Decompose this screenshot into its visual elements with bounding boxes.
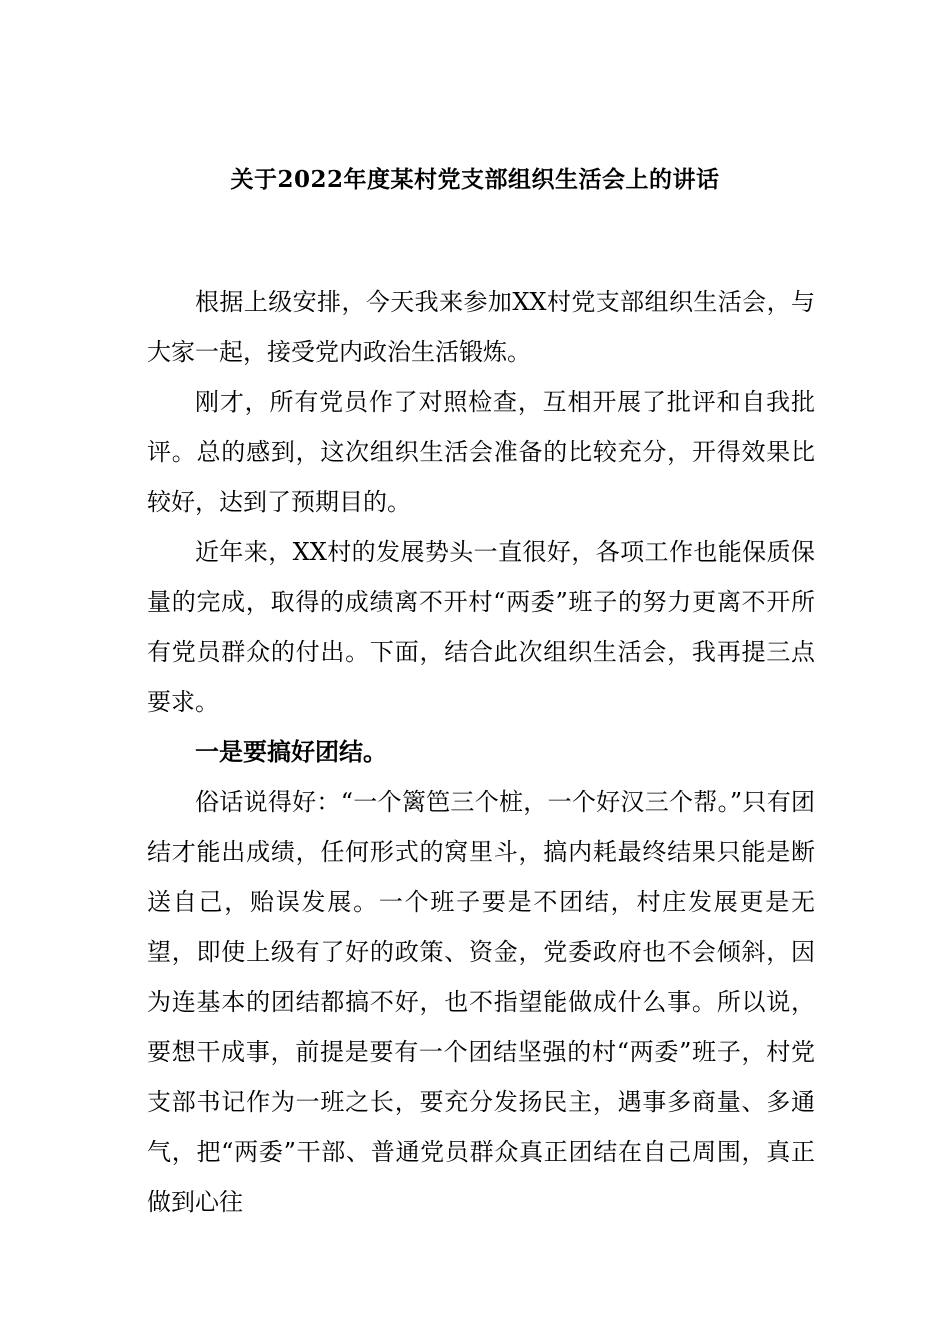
paragraph-intro: 根据上级安排，今天我来参加XX村党支部组织生活会，与大家一起，接受党内政治生活锻炼。 [147, 288, 815, 366]
paragraph-review: 刚才，所有党员作了对照检查，互相开展了批评和自我批评。总的感到，这次组织生活会准备的比较充分，开得效果比较好，达到了预期目的。 [147, 388, 815, 516]
section-heading-unity: 一是要搞好团结。 [195, 737, 387, 766]
document-body [147, 277, 815, 1227]
paragraph-development: 近年来，XX村的发展势头一直很好，各项工作也能保质保量的完成，取得的成绩离不开村“两委”班子的努力更离不开所有党员群众的付出。下面，结合此次组织生活会，我再提三点要求。 [147, 538, 815, 716]
paragraph-unity: 俗话说得好：“一个篱笆三个桩，一个好汉三个帮。”只有团结才能出成绩，任何形式的窝里斗，搞内耗最终结果只能是断送自己，贻误发展。一个班子要是不团结，村庄发展更是无望，即使上级有了好的政策、资金，党委政府也不会倾斜，因为连基本的团结都搞不好，也不指望能做成什么事。所以说，要想干成事，前提是要有一个团结坚强的村“两委”班子，村党支部书记作为一班之长，要充分发扬民主，遇事多商量、多通气，把“两委”干部、普通党员群众真正团结在自己周围，真正做到心往 [147, 788, 815, 1216]
document-title: 关于2022年度某村党支部组织生活会上的讲话 [230, 166, 720, 193]
